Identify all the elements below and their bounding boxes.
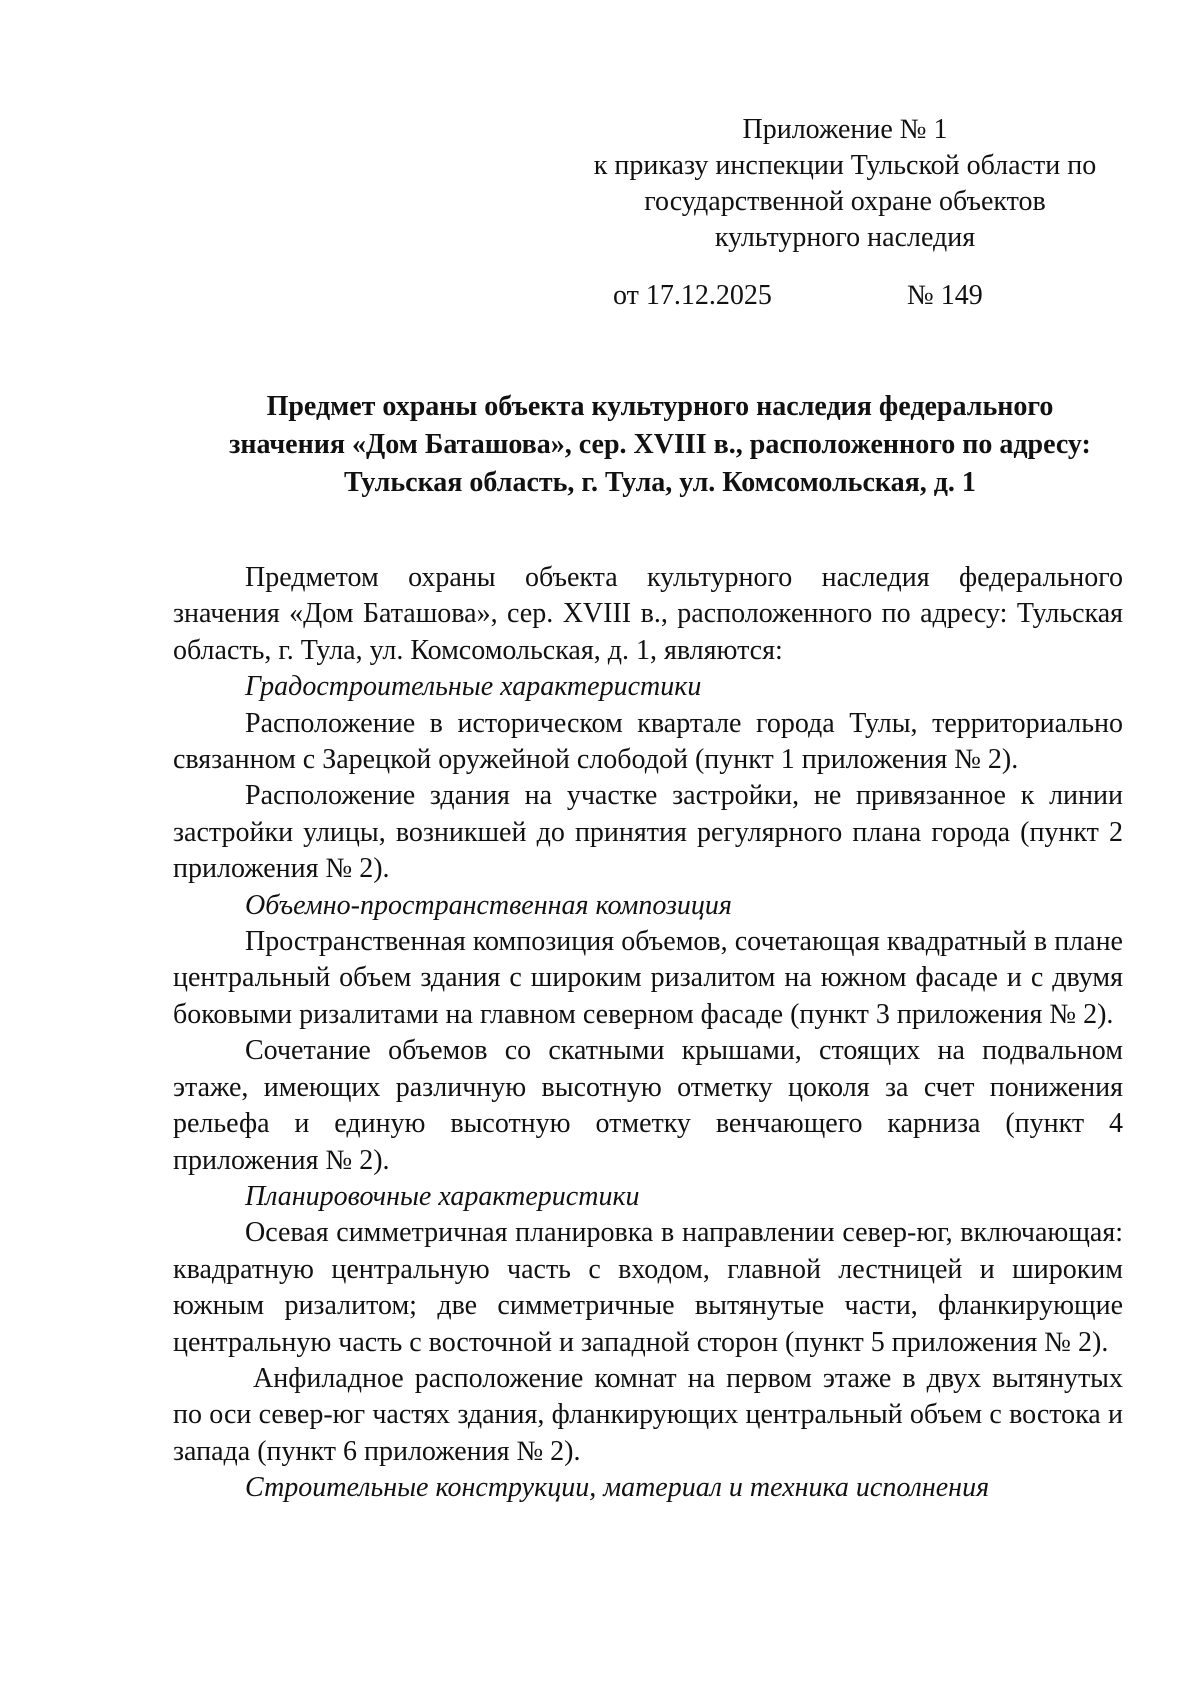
appendix-order-ref-line3: культурного наследия [714,222,976,253]
appendix-number: Приложение № 1 [742,114,948,145]
paragraph-urban-1: Расположение в историческом квартале города Тулы, территориально связанном с Зарецкой оружейной слободой (пункт 1 приложения № 2). [173,707,1123,776]
intro-paragraph: Предметом охраны объекта культурного наследия федерального значения «Дом Баташова», сер. XVIII в., расположенного по адресу: Тульская область, г. Тула, ул. Комсомольская, д. 1, являются: [173,562,1123,666]
section-heading-planning: Планировочные характеристики [245,1180,640,1212]
paragraph-planning-2: Анфиладное расположение комнат на первом этаже в двух вытянутых по оси север-юг частях здания, фланкирующих центральный объем с востока и запада (пункт 6 приложения № 2). [173,1362,1123,1467]
appendix-header [560,112,1130,256]
order-date: от 17.12.2025 [613,280,772,311]
appendix-order-ref-line2: государственной охране объектов [644,186,1046,217]
appendix-order-ref: к приказу инспекции Тульской области по [593,150,1097,181]
section-heading-volume: Объемно-пространственная композиция [245,889,732,921]
title-line-2: значения «Дом Баташова», сер. XVIII в., расположенного по адресу: [229,429,1091,460]
section-heading-construction: Строительные конструкции, материал и техника исполнения [245,1472,990,1504]
document-title [160,388,1160,502]
order-number: № 149 [907,280,983,311]
title-line-1: Предмет охраны объекта культурного наследия федерального [266,391,1054,422]
paragraph-planning-1: Осевая симметричная планировка в направлении север-юг, включающая: квадратную центральную часть с входом, главной лестницей и широким южным ризалитом; две симметричные вытянутые части, фланкирующие центральную часть с восточной и западной сторон (пункт 5 приложения № 2). [173,1217,1123,1358]
title-line-3: Тульская область, г. Тула, ул. Комсомольская, д. 1 [344,467,976,498]
document-body [173,560,1123,1507]
section-heading-urban: Градостроительные характеристики [245,671,702,703]
paragraph-volume-1: Пространственная композиция объемов, сочетающая квадратный в плане центральный объем здания с широким ризалитом на южном фасаде и с двумя боковыми ризалитами на главном северном фасаде (пункт 3 приложения № 2). [173,926,1123,1030]
paragraph-urban-2: Расположение здания на участке застройки, не привязанное к линии застройки улицы, возникшей до принятия регулярного плана города (пункт 2 приложения № 2). [173,780,1123,885]
paragraph-volume-2: Сочетание объемов со скатными крышами, стоящих на подвальном этаже, имеющих различную высотную отметку цоколя за счет понижения рельефа и единую высотную отметку венчающего карниза (пункт 4 приложения № 2). [173,1035,1123,1176]
